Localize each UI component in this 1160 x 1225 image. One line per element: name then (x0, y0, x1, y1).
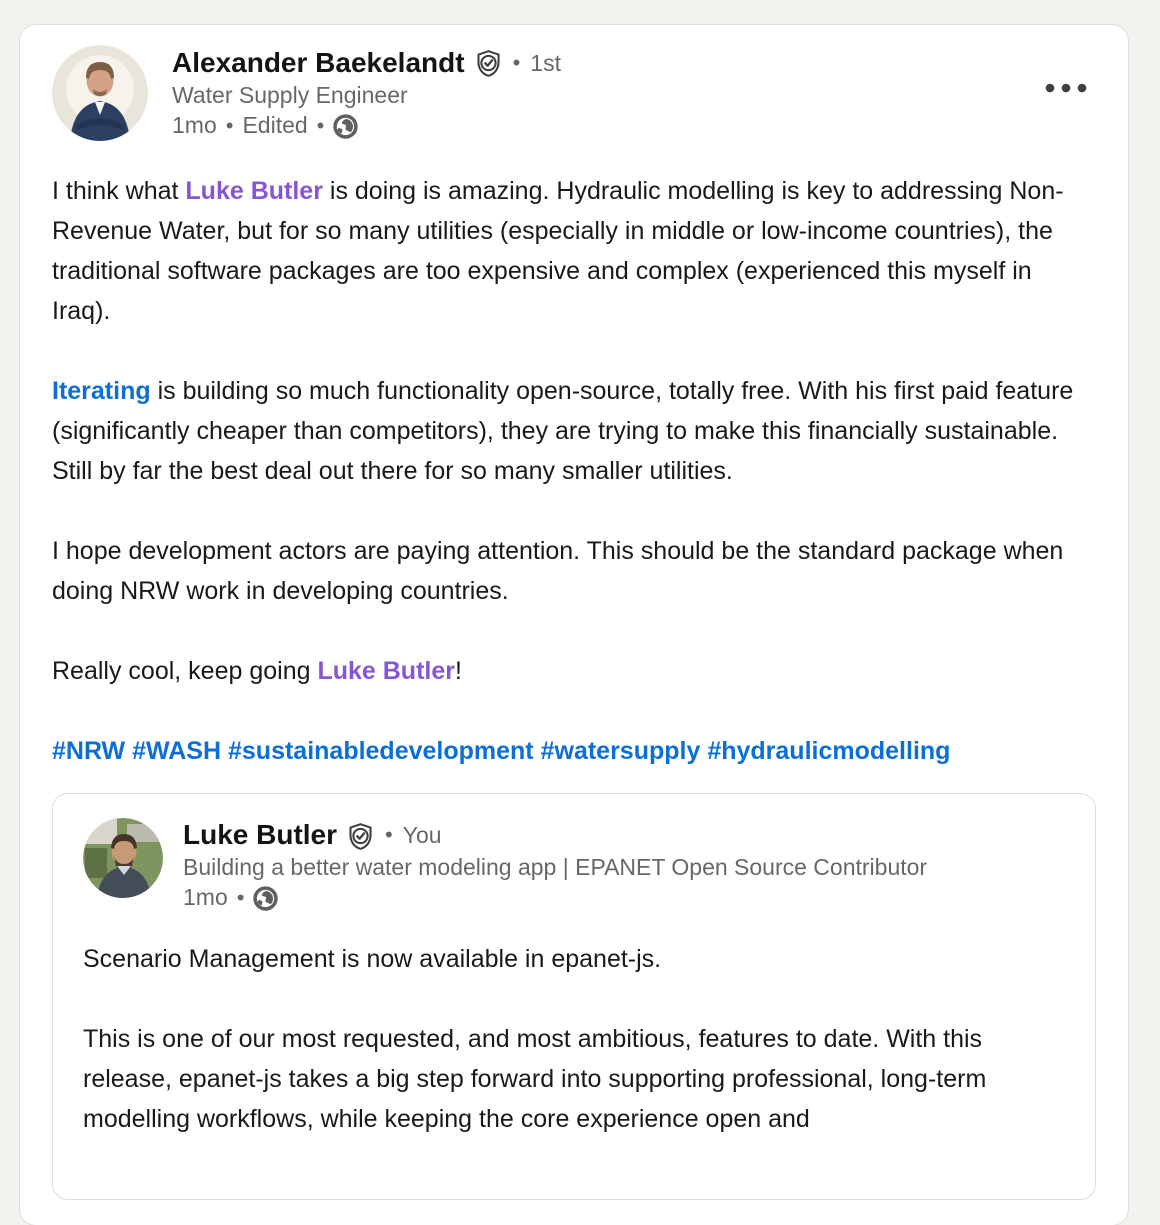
separator-dot: • (225, 112, 234, 138)
separator-dot: • (512, 49, 521, 75)
author-avatar[interactable] (52, 45, 148, 141)
hashtag-link[interactable]: #hydraulicmodelling (707, 737, 951, 765)
hashtag-link[interactable]: #WASH (132, 737, 222, 765)
embedded-author-headline: Building a better water modeling app | EPANET Open Source Contributor (183, 854, 928, 880)
post-header (20, 25, 1128, 141)
text-segment: This is one of our most requested, and most ambitious, features to date. With this release, epanet-js takes a big step forward into supporting professional, long-term modelling workflows, while keeping the core experience open and (83, 1025, 987, 1133)
embedded-author-name[interactable]: Luke Butler (183, 819, 338, 850)
globe-public-icon (253, 886, 278, 911)
overflow-menu-icon (1043, 82, 1089, 94)
separator-dot: • (385, 822, 393, 847)
embedded-author-info (183, 818, 927, 913)
hashtag-link[interactable]: #sustainabledevelopment (227, 737, 534, 765)
company-link[interactable]: Iterating (52, 377, 151, 405)
separator-dot: • (316, 112, 325, 138)
hashtag-link[interactable]: #watersupply (540, 737, 701, 765)
text-segment (534, 737, 541, 765)
mention-link[interactable]: Luke Butler (317, 657, 455, 685)
text-segment: is doing is amazing. Hydraulic modelling is key to addressing Non-Revenue Water, but for so many utilities (especially in middle or low-income countries), the traditional software packages are too expensive and complex (experienced this myself in Iraq). (52, 177, 1064, 325)
text-segment: I hope development actors are paying attention. This should be the standard package when doing NRW work in developing countries. (52, 537, 1064, 605)
text-segment: is building so much functionality open-source, totally free. With his first paid feature (significantly cheaper than competitors), they are trying to make this financially sustainable. Still by far the best deal out there for so many smaller utilities. (52, 377, 1074, 485)
post-timestamp: 1mo (172, 111, 217, 138)
text-segment: Really cool, keep going (52, 657, 318, 685)
post-paragraph (52, 651, 1096, 691)
hashtag-link[interactable]: #NRW (52, 737, 126, 765)
post-paragraph (52, 171, 1096, 331)
embedded-author-avatar[interactable] (83, 818, 163, 898)
text-segment (221, 737, 228, 765)
hashtag-row (52, 731, 1096, 771)
embedded-post-paragraph (83, 1019, 1065, 1139)
mention-link[interactable]: Luke Butler (185, 177, 323, 205)
embedded-post-timestamp: 1mo (183, 884, 228, 910)
post-paragraph (52, 371, 1096, 491)
text-segment: Scenario Management is now available in epanet-js. (83, 945, 662, 973)
post-options-button[interactable] (1038, 71, 1094, 105)
author-info (172, 45, 561, 141)
embedded-post-card[interactable] (52, 793, 1096, 1200)
separator-dot: • (236, 885, 245, 910)
post-meta (172, 110, 561, 141)
post-body (20, 171, 1128, 771)
globe-public-icon (333, 114, 358, 139)
connection-degree: 1st (530, 49, 561, 76)
text-segment: I think what (52, 177, 186, 205)
verified-badge-icon (346, 822, 375, 851)
edited-label: Edited (242, 111, 308, 138)
embedded-post-meta (183, 882, 927, 913)
embedded-post-paragraph (83, 939, 1065, 979)
verified-badge-icon (474, 49, 503, 78)
linkedin-post-card (20, 25, 1128, 1225)
post-paragraph (52, 531, 1096, 611)
text-segment: ! (454, 657, 462, 685)
embedded-post-header (83, 818, 1065, 913)
author-relation: You (402, 822, 442, 848)
embedded-post-body (83, 939, 1065, 1139)
author-name[interactable]: Alexander Baekelandt (172, 46, 465, 78)
author-headline: Water Supply Engineer (172, 81, 408, 108)
